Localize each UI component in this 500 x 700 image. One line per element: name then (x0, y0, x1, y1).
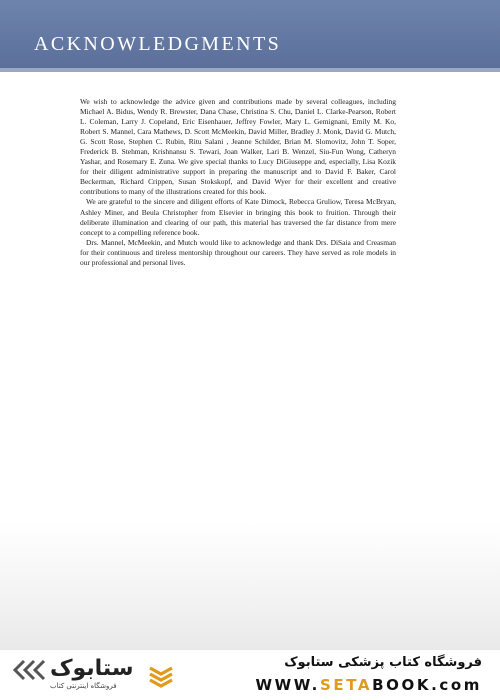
logo-subtitle: فروشگاه اینترنتی کتاب (50, 682, 117, 690)
paragraph-elsevier: We are grateful to the sincere and diligent efforts of Kate Dimock, Rebecca Gruliow, Teresa McBryan, Ashley Miner, and Beula Christopher from Elsevier in bringing this book to fruition. Through their deliberate illumination and clearing of our path, this material has traversed the far distance from mere concept to a compelling reference book. (80, 197, 396, 237)
url-accent: SETA (319, 676, 373, 694)
paragraph-mentors: Drs. Mannel, McMeekin, and Mutch would like to acknowledge and thank Drs. DiSaia and Creasman for their continuous and tireless mentorship throughout our careers. They have served as role models in our professional and personal lives. (80, 237, 396, 267)
store-name: فروشگاه کتاب پزشکی ستابوک (284, 655, 482, 670)
store-url-link[interactable] (255, 676, 482, 694)
acknowledgments-body (80, 97, 396, 268)
header-band (0, 0, 500, 68)
paragraph-colleagues: We wish to acknowledge the advice given and contributions made by several colleagues, including Michael A. Bidus, Wendy R. Brewster, Dana Chase, Christina S. Chu, Daniel L. Clarke-Pearson, Robert L. Coleman, Larry J. Copeland, Eric Eisenhauer, Jeffrey Fowler, Mary L. Gemignani, Emily M. Ko, Robert S. Mannel, Cara Mathews, D. Scott McMeekin, David Miller, Bradley J. Monk, David G. Mutch, G. Scott Rose, Stephen C. Rubin, Ritu Salani , Jeanne Schilder, Brian M. Slomovitz, John T. Soper, Frederick B. Stehman, Krishnansu S. Tewari, Joan Walker, Lari B. Wenzel, Siu-Fun Wong, Catheryn Yashar, and Rosemary E. Zuna. We give special thanks to Lucy DiGiuseppe and, especially, Lisa Kozik for their diligent administrative support in preparing the manuscript and to David F. Baker, Carol Beckerman, Richard Crippen, Susan Stokskopf, and David Wyer for their excellent and creative contributions to many of the illustrations created for this book. (80, 97, 396, 197)
url-suffix: BOOK.com (372, 676, 482, 694)
url-prefix: WWW. (255, 676, 320, 694)
chevrons-icon (10, 658, 46, 682)
setabook-logo[interactable] (10, 656, 180, 694)
page-title: ACKNOWLEDGMENTS (34, 33, 282, 55)
book-stack-icon (146, 660, 176, 690)
logo-wordmark: ستابوک (50, 656, 134, 681)
